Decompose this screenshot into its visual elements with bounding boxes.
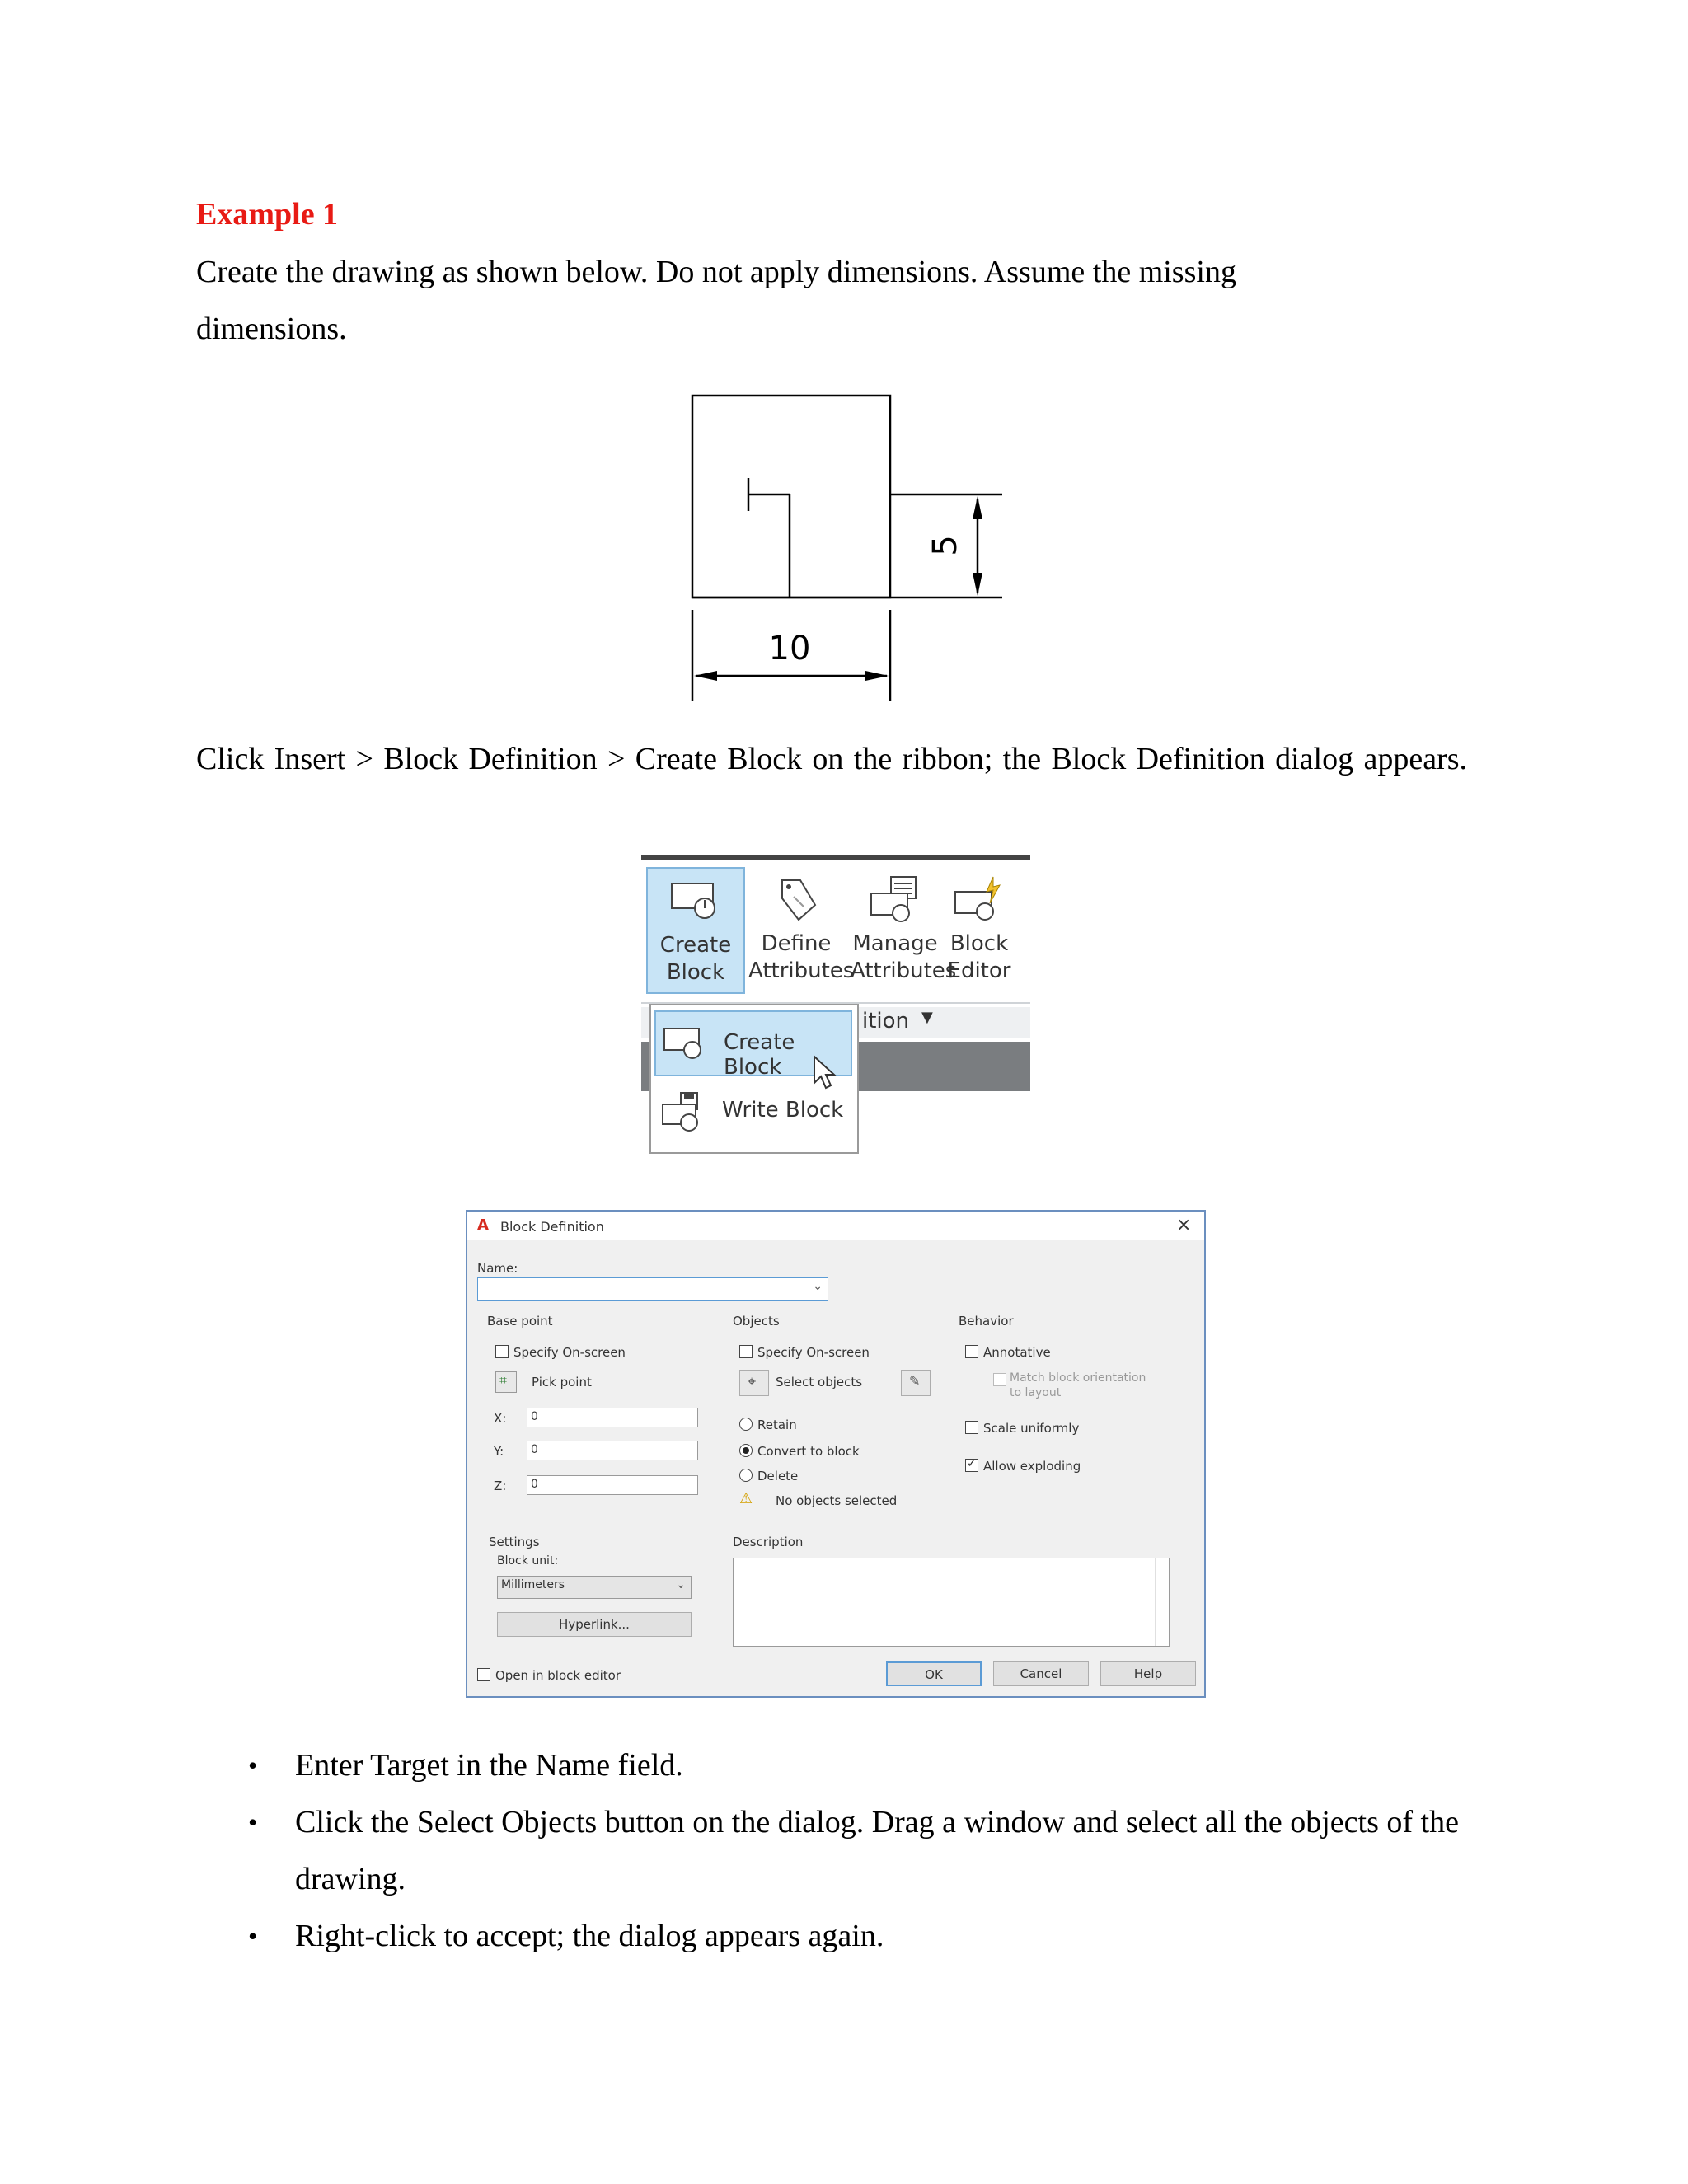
autocad-logo-icon: A bbox=[477, 1216, 489, 1234]
block-unit-label: Block unit: bbox=[497, 1554, 559, 1568]
manage-attributes-button[interactable] bbox=[851, 867, 957, 991]
drawing-figure bbox=[684, 387, 1014, 709]
select-objects-button[interactable] bbox=[739, 1370, 769, 1396]
outer-square bbox=[692, 396, 890, 598]
annotative-checkbox[interactable] bbox=[965, 1345, 978, 1358]
description-scrollbar[interactable] bbox=[1155, 1558, 1169, 1646]
bullet-text: Right-click to accept; the dialog appears again. bbox=[295, 1919, 884, 1953]
z-label: Z: bbox=[494, 1479, 507, 1493]
description-textarea[interactable] bbox=[733, 1558, 1170, 1647]
settings-label: Settings bbox=[489, 1535, 540, 1549]
allow-exploding-checkbox[interactable] bbox=[965, 1459, 978, 1472]
name-label: Name: bbox=[477, 1261, 518, 1276]
behavior-label: Behavior bbox=[959, 1314, 1014, 1329]
retain-radio[interactable] bbox=[739, 1418, 753, 1431]
warning-icon: ⚠ bbox=[739, 1490, 753, 1507]
dim-horizontal: 10 bbox=[768, 630, 811, 668]
x-label: X: bbox=[494, 1411, 507, 1426]
scale-uniformly-checkbox[interactable] bbox=[965, 1421, 978, 1434]
dialog-title: Block Definition bbox=[500, 1219, 604, 1235]
annotative-label: Annotative bbox=[983, 1345, 1051, 1360]
bullet-item bbox=[196, 1737, 1467, 1794]
menu-create-block-label: Create Block bbox=[724, 1030, 795, 1080]
write-block-menu-icon bbox=[659, 1090, 709, 1139]
open-in-editor-checkbox[interactable] bbox=[477, 1668, 490, 1681]
cancel-button[interactable]: Cancel bbox=[993, 1661, 1089, 1686]
pick-point-button[interactable] bbox=[495, 1371, 517, 1393]
block-unit-select[interactable] bbox=[497, 1576, 692, 1599]
manage-attributes-icon bbox=[866, 874, 924, 923]
define-attributes-button[interactable] bbox=[748, 867, 855, 991]
bullet-text: Click the Select Objects button on the dialog. Drag a window and select all the objects of the drawing. bbox=[295, 1805, 1459, 1896]
bullet-text: Enter Target in the Name field. bbox=[295, 1748, 683, 1783]
base-point-label: Base point bbox=[487, 1314, 553, 1329]
manage-attributes-line1: Manage bbox=[852, 931, 938, 956]
select-objects-label: Select objects bbox=[776, 1375, 863, 1390]
ribbon-top-bar bbox=[641, 855, 1030, 860]
bullet-icon: • bbox=[248, 1750, 258, 1780]
dim-vertical: 5 bbox=[926, 535, 964, 556]
bullet-item bbox=[196, 1908, 1467, 1965]
objects-specify-checkbox[interactable] bbox=[739, 1345, 753, 1358]
example-heading: Example 1 bbox=[196, 197, 339, 232]
define-attributes-line2: Attributes bbox=[748, 958, 855, 983]
instruction-line1 bbox=[196, 731, 1467, 788]
base-specify-label: Specify On-screen bbox=[513, 1345, 626, 1360]
bullet-item bbox=[196, 1794, 1467, 1908]
delete-radio[interactable] bbox=[739, 1469, 753, 1482]
match-orientation-checkbox[interactable] bbox=[993, 1373, 1006, 1386]
quick-select-button[interactable] bbox=[901, 1370, 931, 1396]
intro-paragraph: Create the drawing as shown below. Do not apply dimensions. Assume the missing dimensions. bbox=[196, 255, 1236, 346]
ribbon-screenshot bbox=[641, 855, 1030, 1122]
bullet-icon: • bbox=[248, 1807, 258, 1837]
objects-label: Objects bbox=[733, 1314, 780, 1329]
z-input[interactable]: 0 bbox=[527, 1475, 698, 1495]
ok-button[interactable]: OK bbox=[886, 1661, 982, 1686]
y-label: Y: bbox=[494, 1444, 504, 1459]
convert-label: Convert to block bbox=[757, 1444, 860, 1459]
check-icon: ✓ bbox=[967, 1457, 977, 1470]
match-orientation-line1: Match block orientation bbox=[1010, 1371, 1146, 1385]
objects-specify-label: Specify On-screen bbox=[757, 1345, 870, 1360]
menu-write-block-label: Write Block bbox=[722, 1098, 844, 1122]
pick-point-label: Pick point bbox=[532, 1375, 592, 1390]
delete-label: Delete bbox=[757, 1469, 799, 1483]
convert-radio[interactable] bbox=[739, 1444, 753, 1457]
objects-status: No objects selected bbox=[776, 1493, 898, 1508]
dialog-title-bar bbox=[467, 1212, 1204, 1240]
manage-attributes-line2: Attributes bbox=[851, 958, 957, 983]
create-block-menu-icon bbox=[661, 1020, 710, 1070]
x-input[interactable]: 0 bbox=[527, 1408, 698, 1427]
create-block-icon bbox=[667, 875, 724, 925]
menu-create-block[interactable] bbox=[654, 1010, 852, 1080]
create-block-button[interactable] bbox=[646, 867, 745, 994]
help-button[interactable]: Help bbox=[1100, 1661, 1196, 1686]
create-block-line2: Block bbox=[666, 960, 725, 985]
match-orientation-line2: to layout bbox=[1010, 1386, 1062, 1399]
name-combobox[interactable] bbox=[477, 1277, 828, 1301]
create-block-dropdown bbox=[649, 1004, 859, 1154]
chevron-down-icon: ⌄ bbox=[813, 1280, 823, 1293]
retain-label: Retain bbox=[757, 1418, 797, 1432]
block-unit-value: Millimeters bbox=[501, 1578, 565, 1591]
allow-exploding-label: Allow exploding bbox=[983, 1459, 1081, 1474]
block-editor-line2: Editor bbox=[947, 958, 1011, 983]
chevron-down-icon: ⌄ bbox=[676, 1578, 686, 1591]
scale-uniformly-label: Scale uniformly bbox=[983, 1421, 1080, 1436]
create-block-line1: Create bbox=[659, 933, 732, 958]
instruction-text: Click Insert > Block Definition > Create Block on the ribbon; the Block Definition dialog appears. bbox=[196, 742, 1467, 776]
block-editor-button[interactable] bbox=[943, 867, 1015, 991]
pick-point-icon: ⌗ bbox=[499, 1372, 508, 1388]
base-specify-checkbox[interactable] bbox=[495, 1345, 509, 1358]
panel-label: ition bbox=[862, 1009, 910, 1033]
hyperlink-button[interactable]: Hyperlink... bbox=[497, 1612, 692, 1637]
bullet-icon: • bbox=[248, 1921, 258, 1951]
crosshair-icon: ⌖ bbox=[748, 1373, 757, 1390]
description-label: Description bbox=[733, 1535, 804, 1549]
block-definition-dialog bbox=[466, 1210, 1206, 1698]
bullet-list bbox=[196, 1737, 1467, 1965]
block-editor-line1: Block bbox=[950, 931, 1009, 956]
define-attributes-line1: Define bbox=[761, 931, 832, 956]
chevron-down-icon[interactable]: ▼ bbox=[921, 1009, 933, 1026]
tag-icon bbox=[767, 874, 825, 923]
menu-write-block[interactable] bbox=[654, 1081, 852, 1147]
open-in-editor-label: Open in block editor bbox=[495, 1668, 621, 1683]
quick-select-icon: ✎ bbox=[909, 1373, 921, 1389]
close-icon[interactable]: × bbox=[1176, 1215, 1192, 1235]
block-editor-icon bbox=[950, 874, 1008, 923]
y-input[interactable]: 0 bbox=[527, 1441, 698, 1460]
